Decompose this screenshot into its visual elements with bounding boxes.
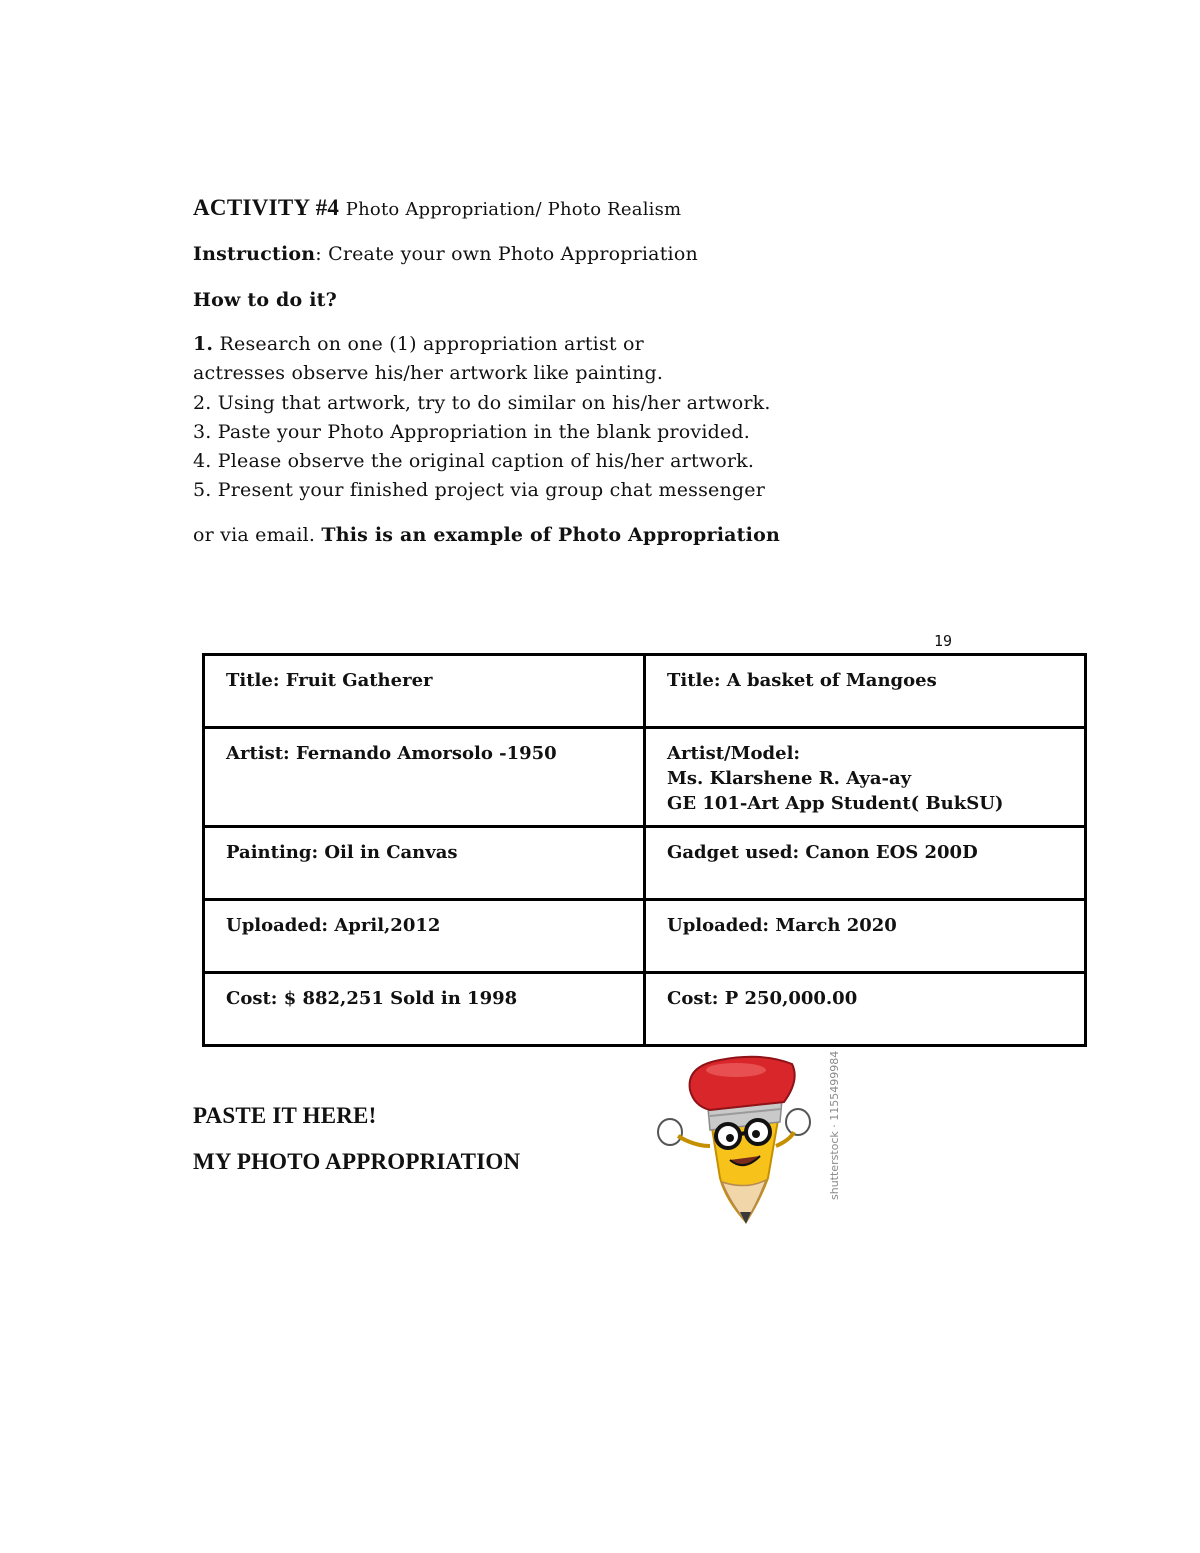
- table-row: [204, 655, 1086, 728]
- instruction-label: Instruction: [193, 243, 316, 265]
- original-medium: Painting: Oil in Canvas: [204, 827, 645, 900]
- appropriation-artist: [645, 728, 1086, 827]
- watermark-text: shutterstock · 1155499984: [828, 1050, 841, 1200]
- step-5-cont-text: or via email.: [193, 524, 322, 546]
- original-title: Title: Fruit Gatherer: [204, 655, 645, 728]
- step-3: 3. Paste your Photo Appropriation in the blank provided.: [193, 421, 751, 443]
- step-1-text: Research on one (1) appropriation artist or: [213, 333, 644, 355]
- instruction-text: : Create your own Photo Appropriation: [315, 243, 698, 265]
- page-number: 19: [934, 632, 953, 650]
- my-photo-appropriation-label: MY PHOTO APPROPRIATION: [193, 1149, 521, 1174]
- activity-subtitle: Photo Appropriation/ Photo Realism: [345, 199, 682, 220]
- appropriation-cost: Cost: P 250,000.00: [645, 973, 1086, 1046]
- table-row: [204, 973, 1086, 1046]
- paste-here-label: PASTE IT HERE!: [193, 1103, 377, 1128]
- step-1-line-2: actresses observe his/her artwork like painting.: [193, 362, 664, 384]
- step-1-line-1: [193, 333, 644, 355]
- step-4: 4. Please observe the original caption of his/her artwork.: [193, 450, 755, 472]
- instruction-line: [193, 243, 698, 265]
- table-row: [204, 728, 1086, 827]
- appropriation-gadget: Gadget used: Canon EOS 200D: [645, 827, 1086, 900]
- original-artist: Artist: Fernando Amorsolo -1950: [204, 728, 645, 827]
- table-row: [204, 827, 1086, 900]
- activity-heading: [193, 195, 681, 221]
- step-2: 2. Using that artwork, try to do similar on his/her artwork.: [193, 392, 771, 414]
- how-to-heading: How to do it?: [193, 289, 337, 311]
- original-uploaded: Uploaded: April,2012: [204, 900, 645, 973]
- step-1-number: 1.: [193, 333, 214, 355]
- artist-model-name: Ms. Klarshene R. Aya-ay: [667, 768, 912, 789]
- step-5: 5. Present your finished project via group chat messenger: [193, 479, 766, 501]
- example-note: This is an example of Photo Appropriation: [321, 524, 780, 546]
- artist-model-role: GE 101-Art App Student( BukSU): [667, 793, 1004, 814]
- appropriation-title: Title: A basket of Mangoes: [645, 655, 1086, 728]
- artist-model-label: Artist/Model:: [667, 743, 801, 764]
- table-row: [204, 900, 1086, 973]
- activity-label: ACTIVITY #4: [193, 195, 340, 220]
- step-5-continued: [193, 524, 780, 546]
- pencil-mascot-icon: [650, 1050, 870, 1230]
- original-cost: Cost: $ 882,251 Sold in 1998: [204, 973, 645, 1046]
- appropriation-uploaded: Uploaded: March 2020: [645, 900, 1086, 973]
- comparison-table: [202, 653, 1087, 1047]
